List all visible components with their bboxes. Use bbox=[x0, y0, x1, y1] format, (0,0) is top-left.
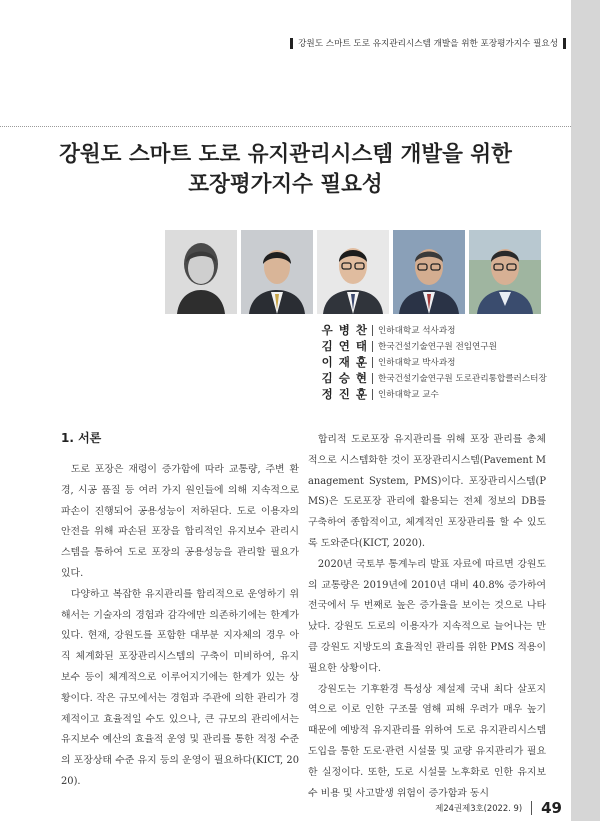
author-separator bbox=[372, 373, 373, 384]
page-footer bbox=[435, 798, 562, 818]
author-name: 정 진 훈 bbox=[321, 387, 368, 401]
body-paragraph: 강원도는 기후환경 특성상 제설제 국내 최다 살포지역으로 이로 인한 구조물 염해 피해 우려가 매우 높기 때문에 예방적 유지관리를 위하여 도로 유지관리시스템 도입을 통한 도로·관련 시설물 및 교량 유지관리가 필요한 실정이다. 또한, 도로 시설물 노후화로 인한 유지보수 비용 및 사고발생 위험이 증가함과 동시 bbox=[308, 683, 546, 799]
author-affiliation: 한국건설기술연구원 전임연구원 bbox=[378, 342, 497, 352]
body-paragraph: 2020년 국토부 통계누리 발표 자료에 따르면 강원도의 교통량은 2019년에 2010년 대비 40.8% 증가하여 전국에서 두 번째로 높은 증가율을 보이는 것으로 나타났다. 강원도 도로의 이용자가 지속적으로 늘어나는 만큼 강원도 지방도의 효율적인 관리를 위한 PMS 적용이 필요한 상황이다. bbox=[308, 558, 546, 674]
author-photo-5 bbox=[469, 230, 541, 314]
author-separator bbox=[372, 325, 373, 336]
author-1 bbox=[312, 322, 547, 338]
author-affiliation: 인하대학교 교수 bbox=[378, 390, 439, 400]
author-3 bbox=[312, 354, 547, 370]
header-divider bbox=[0, 126, 571, 127]
page-edge-strip bbox=[571, 0, 600, 821]
author-separator bbox=[372, 357, 373, 368]
author-2 bbox=[312, 338, 547, 354]
author-photo-4 bbox=[393, 230, 465, 314]
footer-separator bbox=[531, 801, 532, 815]
author-name: 이 재 훈 bbox=[321, 355, 368, 369]
section-title: 1. 서론 bbox=[61, 431, 102, 445]
author-affiliation: 인하대학교 석사과정 bbox=[378, 326, 456, 336]
article-title-line-1: 강원도 스마트 도로 유지관리시스템 개발을 위한 bbox=[59, 142, 512, 167]
issue-info: 제24권제3호(2022. 9) bbox=[435, 803, 523, 813]
author-separator bbox=[372, 341, 373, 352]
body-column-left bbox=[61, 430, 299, 793]
author-photo-3 bbox=[317, 230, 389, 314]
article-title bbox=[0, 140, 571, 200]
author-photo-1 bbox=[165, 230, 237, 314]
article-title-line-2: 포장평가지수 필요성 bbox=[188, 172, 383, 197]
running-head-text: 강원도 스마트 도로 유지관리시스템 개발을 위한 포장평가지수 필요성 bbox=[298, 39, 558, 49]
author-affiliation: 한국건설기술연구원 도로관리통합클러스터장 bbox=[378, 374, 547, 384]
author-photos bbox=[165, 230, 541, 314]
author-name: 우 병 찬 bbox=[321, 323, 368, 337]
author-separator bbox=[372, 389, 373, 400]
body-column-right bbox=[308, 430, 546, 804]
page-number: 49 bbox=[541, 799, 562, 817]
body-paragraph: 도로 포장은 재령이 증가함에 따라 교통량, 주변 환경, 시공 품질 등 여러 가지 원인들에 의해 지속적으로 파손이 진행되어 공용성능이 저하된다. 도로 이용자의 안전을 위해 파손된 포장을 합리적인 유지보수 관리시스템을 통하여 도로 포장의 공용성능을 관리할 필요가 있다. bbox=[61, 464, 299, 579]
body-paragraph: 합리적 도로포장 유지관리를 위해 포장 관리를 총체적으로 시스템화한 것이 포장관리시스템(Pavement Management System, PMS)이다. 포장관리시스템(PMS)은 도로포장 관리에 활용되는 전체 정보의 DB를 구축하여 종합적이고, 체계적인 포장관리를 할 수 있도록 도와준다(KICT, 2020). bbox=[308, 434, 546, 549]
author-5 bbox=[312, 386, 547, 402]
body-paragraph: 다양하고 복잡한 유지관리를 합리적으로 운영하기 위해서는 기술자의 경험과 감각에만 의존하기에는 한계가 있다. 현재, 강원도를 포함한 대부분 지자체의 경우 아직 체계화된 포장관리시스템의 구축이 미비하여, 유지보수 등이 체계적으로 이루어지기에는 한계가 있는 상황이다. 작은 규모에서는 경험과 주관에 의한 관리가 경제적이고 효율적일 수도 있으나, 큰 규모의 관리에서는 유지보수 예산의 효율적 운영 및 관리를 통한 적정 수준의 포장상태 수준 유지 등의 운영이 필요하다(KICT, 2020). bbox=[61, 588, 299, 787]
running-head-bar-right bbox=[563, 38, 566, 49]
author-name: 김 승 현 bbox=[321, 371, 368, 385]
author-4 bbox=[312, 370, 547, 386]
author-name: 김 연 태 bbox=[321, 339, 368, 353]
author-photo-2 bbox=[241, 230, 313, 314]
author-list bbox=[312, 322, 547, 402]
author-affiliation: 인하대학교 박사과정 bbox=[378, 358, 456, 368]
running-head bbox=[290, 36, 566, 50]
